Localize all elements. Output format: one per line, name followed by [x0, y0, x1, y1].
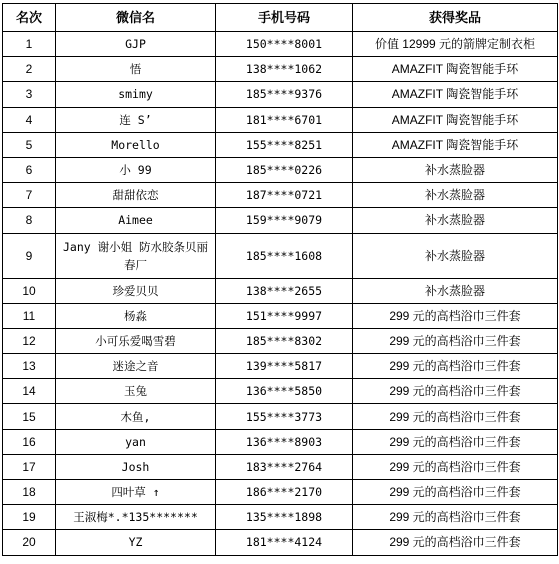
wechat-name-cell: 小 99 — [56, 157, 216, 182]
wechat-name-cell: GJP — [56, 32, 216, 57]
rank-cell: 7 — [3, 183, 56, 208]
phone-cell: 151****9997 — [216, 303, 353, 328]
table-row — [3, 303, 558, 328]
prize-cell: 299 元的高档浴巾三件套 — [353, 429, 558, 454]
prize-cell: 补水蒸脸器 — [353, 278, 558, 303]
wechat-name-cell: 玉兔 — [56, 379, 216, 404]
wechat-name-cell: Jany 谢小姐 防水胶条贝丽春厂 — [56, 233, 216, 278]
table-row — [3, 57, 558, 82]
phone-cell: 136****8903 — [216, 429, 353, 454]
prize-header: 获得奖品 — [353, 4, 558, 32]
rank-cell: 4 — [3, 107, 56, 132]
phone-cell: 136****5850 — [216, 379, 353, 404]
rank-cell: 18 — [3, 480, 56, 505]
wechat-name-cell: 悟 — [56, 57, 216, 82]
table-row — [3, 354, 558, 379]
table-row — [3, 233, 558, 278]
table-row — [3, 454, 558, 479]
rank-cell: 15 — [3, 404, 56, 429]
wechat-name-cell: 王淑梅*.*135******* — [56, 505, 216, 530]
rank-header: 名次 — [3, 4, 56, 32]
table-row — [3, 404, 558, 429]
table-row — [3, 480, 558, 505]
prize-cell: 299 元的高档浴巾三件套 — [353, 303, 558, 328]
table-row — [3, 82, 558, 107]
table-row — [3, 429, 558, 454]
phone-cell: 138****2655 — [216, 278, 353, 303]
table-row — [3, 505, 558, 530]
wechat-name-cell: 木鱼, — [56, 404, 216, 429]
rank-cell: 12 — [3, 328, 56, 353]
wechat-name-cell: 迷途之音 — [56, 354, 216, 379]
wechat-name-cell: yan — [56, 429, 216, 454]
rank-cell: 19 — [3, 505, 56, 530]
table-row — [3, 530, 558, 555]
rank-cell: 3 — [3, 82, 56, 107]
rank-cell: 14 — [3, 379, 56, 404]
prize-cell: 299 元的高档浴巾三件套 — [353, 480, 558, 505]
wechat-name-cell: 杨淼 — [56, 303, 216, 328]
prize-cell: 299 元的高档浴巾三件套 — [353, 530, 558, 555]
prize-cell: 补水蒸脸器 — [353, 157, 558, 182]
rank-cell: 11 — [3, 303, 56, 328]
prize-cell: 299 元的高档浴巾三件套 — [353, 454, 558, 479]
prize-cell: AMAZFIT 陶瓷智能手环 — [353, 57, 558, 82]
rank-cell: 17 — [3, 454, 56, 479]
rank-cell: 20 — [3, 530, 56, 555]
phone-cell: 139****5817 — [216, 354, 353, 379]
phone-header: 手机号码 — [216, 4, 353, 32]
phone-cell: 185****1608 — [216, 233, 353, 278]
prize-cell: AMAZFIT 陶瓷智能手环 — [353, 107, 558, 132]
table-row — [3, 278, 558, 303]
wechat-name-cell: 连 S’ — [56, 107, 216, 132]
prize-cell: 补水蒸脸器 — [353, 208, 558, 233]
phone-cell: 150****8001 — [216, 32, 353, 57]
table-row — [3, 183, 558, 208]
prize-cell: 299 元的高档浴巾三件套 — [353, 379, 558, 404]
prize-cell: 价值 12999 元的箭牌定制衣柜 — [353, 32, 558, 57]
rank-cell: 2 — [3, 57, 56, 82]
phone-cell: 185****8302 — [216, 328, 353, 353]
wechat-name-cell: YZ — [56, 530, 216, 555]
header-row — [3, 4, 558, 32]
rank-cell: 8 — [3, 208, 56, 233]
rank-cell: 5 — [3, 132, 56, 157]
prize-cell: AMAZFIT 陶瓷智能手环 — [353, 132, 558, 157]
phone-cell: 185****9376 — [216, 82, 353, 107]
wechat-name-cell: 小可乐爱喝雪碧 — [56, 328, 216, 353]
winners-table — [2, 3, 558, 556]
rank-cell: 13 — [3, 354, 56, 379]
wechat-name-header: 微信名 — [56, 4, 216, 32]
phone-cell: 138****1062 — [216, 57, 353, 82]
table-row — [3, 157, 558, 182]
phone-cell: 159****9079 — [216, 208, 353, 233]
prize-cell: 补水蒸脸器 — [353, 233, 558, 278]
wechat-name-cell: smimy — [56, 82, 216, 107]
rank-cell: 1 — [3, 32, 56, 57]
wechat-name-cell: 珍爱贝贝 — [56, 278, 216, 303]
table-row — [3, 208, 558, 233]
phone-cell: 183****2764 — [216, 454, 353, 479]
table-row — [3, 379, 558, 404]
prize-cell: 299 元的高档浴巾三件套 — [353, 505, 558, 530]
prize-cell: AMAZFIT 陶瓷智能手环 — [353, 82, 558, 107]
wechat-name-cell: 甜甜依恋 — [56, 183, 216, 208]
wechat-name-cell: Aimee — [56, 208, 216, 233]
rank-cell: 9 — [3, 233, 56, 278]
prize-cell: 299 元的高档浴巾三件套 — [353, 328, 558, 353]
wechat-name-cell: Morello — [56, 132, 216, 157]
phone-cell: 181****4124 — [216, 530, 353, 555]
wechat-name-cell: 四叶草 ↑ — [56, 480, 216, 505]
prize-cell: 299 元的高档浴巾三件套 — [353, 404, 558, 429]
wechat-name-cell: Josh — [56, 454, 216, 479]
rank-cell: 16 — [3, 429, 56, 454]
phone-cell: 155****8251 — [216, 132, 353, 157]
prize-cell: 299 元的高档浴巾三件套 — [353, 354, 558, 379]
phone-cell: 186****2170 — [216, 480, 353, 505]
table-row — [3, 132, 558, 157]
rank-cell: 6 — [3, 157, 56, 182]
table-row — [3, 32, 558, 57]
rank-cell: 10 — [3, 278, 56, 303]
phone-cell: 135****1898 — [216, 505, 353, 530]
prize-cell: 补水蒸脸器 — [353, 183, 558, 208]
table-row — [3, 328, 558, 353]
table-row — [3, 107, 558, 132]
phone-cell: 187****0721 — [216, 183, 353, 208]
phone-cell: 181****6701 — [216, 107, 353, 132]
phone-cell: 185****0226 — [216, 157, 353, 182]
phone-cell: 155****3773 — [216, 404, 353, 429]
